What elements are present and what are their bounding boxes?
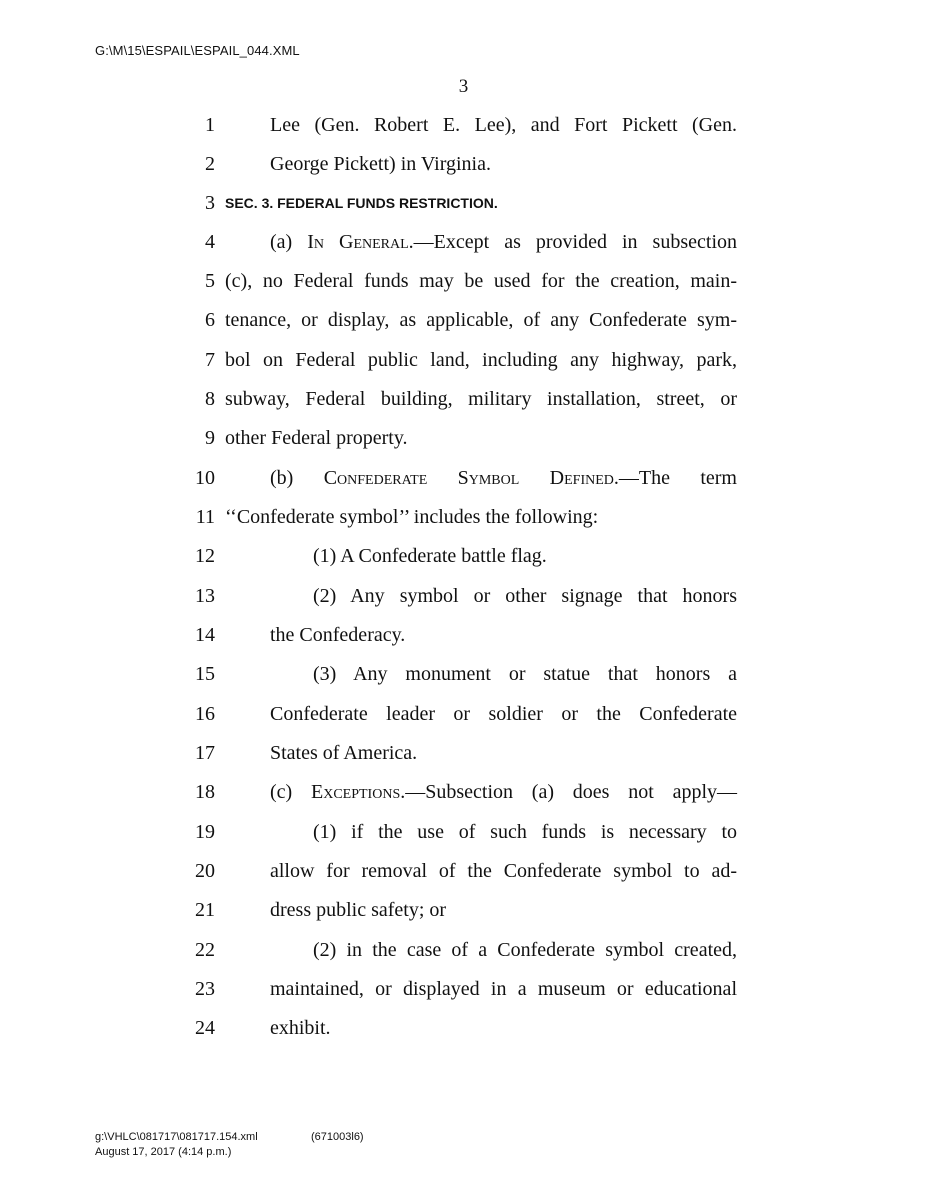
- line-number: 20: [195, 860, 215, 882]
- line-text: exhibit.: [270, 1017, 331, 1039]
- line-number: 10: [195, 467, 215, 489]
- line-number: 11: [195, 506, 215, 528]
- text-line: [0, 152, 927, 192]
- text-line: [0, 859, 927, 899]
- line-text-rest: .—Except as provided in subsection: [408, 231, 737, 253]
- line-number: 9: [205, 427, 215, 449]
- line-text: [270, 466, 737, 490]
- subsection-heading: Confederate Symbol Defined: [323, 467, 614, 489]
- text-line: [0, 741, 927, 781]
- text-line: [0, 191, 927, 231]
- line-text-rest: .—Subsection (a) does not apply—: [400, 781, 738, 803]
- line-text: States of America.: [270, 742, 418, 764]
- line-number: 23: [195, 978, 215, 1000]
- text-line: [0, 348, 927, 388]
- line-text: allow for removal of the Confederate symbol to ad-: [270, 860, 737, 882]
- line-number: 6: [205, 309, 215, 331]
- line-text: George Pickett) in Virginia.: [270, 153, 491, 175]
- line-number: 8: [205, 388, 215, 410]
- text-line: [0, 898, 927, 938]
- subsection-label: (c): [270, 781, 311, 803]
- subsection-label: (a): [270, 231, 308, 253]
- subsection-heading: In General: [307, 231, 409, 253]
- line-text: (1) A Confederate battle flag.: [313, 545, 547, 567]
- text-line: [0, 505, 927, 545]
- line-text: [270, 780, 737, 804]
- line-text: ‘‘Confederate symbol’’ includes the following:: [225, 506, 599, 528]
- text-line: [0, 584, 927, 624]
- line-text: (c), no Federal funds may be used for the creation, main-: [225, 270, 737, 292]
- line-text: (2) Any symbol or other signage that honors: [313, 585, 737, 607]
- text-line: [0, 702, 927, 742]
- text-line: [0, 426, 927, 466]
- line-text: dress public safety; or: [270, 899, 447, 921]
- section-heading: SEC. 3. FEDERAL FUNDS RESTRICTION.: [225, 195, 498, 211]
- text-line: [0, 938, 927, 978]
- text-line: [0, 230, 927, 270]
- footer-date: August 17, 2017 (4:14 p.m.): [95, 1146, 232, 1158]
- line-number: 2: [205, 153, 215, 175]
- line-text: tenance, or display, as applicable, of any Confederate sym-: [225, 309, 737, 331]
- subsection-heading: Exceptions: [311, 781, 401, 803]
- text-line: [0, 466, 927, 506]
- footer-document-code: (671003l6): [311, 1131, 364, 1143]
- line-number: 3: [205, 192, 215, 214]
- text-line: [0, 544, 927, 584]
- line-text: (3) Any monument or statue that honors a: [313, 663, 737, 685]
- text-line: [0, 269, 927, 309]
- line-text: Lee (Gen. Robert E. Lee), and Fort Pickett (Gen.: [270, 114, 737, 136]
- line-number: 21: [195, 899, 215, 921]
- text-line: [0, 662, 927, 702]
- line-text: bol on Federal public land, including any highway, park,: [225, 349, 737, 371]
- line-text: (2) in the case of a Confederate symbol created,: [313, 939, 737, 961]
- text-line: [0, 977, 927, 1017]
- line-number: 18: [195, 781, 215, 803]
- text-line: [0, 820, 927, 860]
- line-text-rest: .—The term: [613, 467, 737, 489]
- line-text: [270, 230, 737, 254]
- line-number: 14: [195, 624, 215, 646]
- line-number: 17: [195, 742, 215, 764]
- page-number: 3: [458, 76, 469, 97]
- line-number: 1: [205, 114, 215, 136]
- line-number: 15: [195, 663, 215, 685]
- line-number: 5: [205, 270, 215, 292]
- text-line: [0, 623, 927, 663]
- line-text: (1) if the use of such funds is necessary to: [313, 821, 737, 843]
- line-text: maintained, or displayed in a museum or educational: [270, 978, 737, 1000]
- header-file-path: G:\M\15\ESPAIL\ESPAIL_044.XML: [95, 43, 300, 58]
- line-number: 24: [195, 1017, 215, 1039]
- line-text: subway, Federal building, military installation, street, or: [225, 388, 737, 410]
- line-text: the Confederacy.: [270, 624, 406, 646]
- text-line: [0, 308, 927, 348]
- line-number: 12: [195, 545, 215, 567]
- line-text: other Federal property.: [225, 427, 408, 449]
- text-line: [0, 780, 927, 820]
- line-text: Confederate leader or soldier or the Confederate: [270, 703, 737, 725]
- line-number: 22: [195, 939, 215, 961]
- footer-file-path: g:\VHLC\081717\081717.154.xml: [95, 1131, 258, 1143]
- text-line: [0, 113, 927, 153]
- line-number: 19: [195, 821, 215, 843]
- subsection-label: (b): [270, 467, 324, 489]
- line-number: 7: [205, 349, 215, 371]
- line-number: 16: [195, 703, 215, 725]
- line-number: 4: [205, 231, 215, 253]
- text-line: [0, 387, 927, 427]
- line-number: 13: [195, 585, 215, 607]
- text-line: [0, 1016, 927, 1056]
